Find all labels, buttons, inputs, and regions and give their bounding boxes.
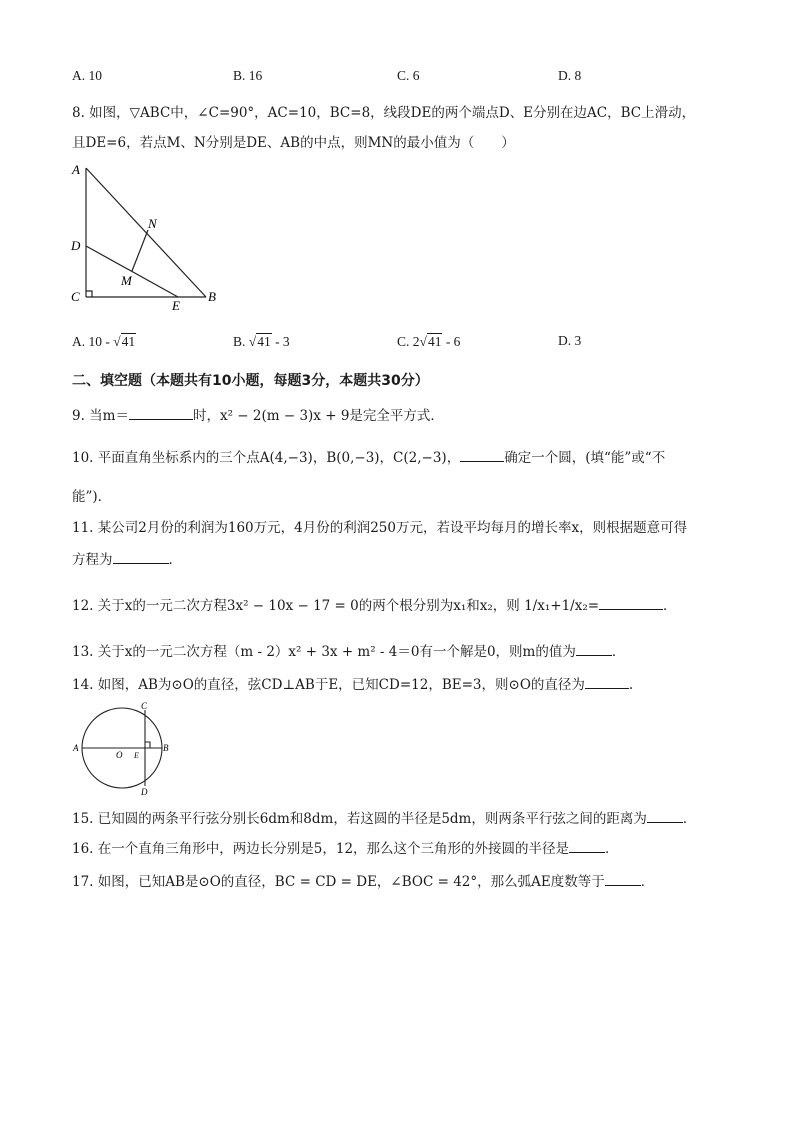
label-d: D (71, 238, 81, 253)
right-angle-mark (145, 742, 150, 748)
q11-line1: 11. 某公司2月份的利润为160万元，4月份的利润250万元，若设平均每月的增长率x，则根据题意可得 (72, 520, 688, 536)
line-de (86, 246, 178, 297)
label-a: A (72, 162, 80, 177)
fraction-1-over-x1: 1/x₁ (524, 598, 551, 614)
q12: 12. 关于x的一元二次方程3x² − 10x − 17 = 0的两个根分别为x₁和x₂，则 1/x₁+1/x₂= ． (72, 598, 677, 614)
q16-blank[interactable] (569, 840, 605, 853)
q14: 14. 如图，AB为⊙O的直径，弦CD⊥AB于E，已知CD=12，BE=3，则⊙O的直径为 . (72, 677, 634, 693)
q9: 9. 当m＝ 时，x² − 2(m − 3)x + 9是完全平方式． (72, 408, 444, 424)
label-a: A (73, 743, 79, 753)
label-c: C (141, 701, 148, 711)
q12-blank[interactable] (599, 597, 663, 610)
section2-title: 二、填空题（本题共有10小题，每题3分，本题共30分） (72, 373, 429, 389)
q8-triangle-figure (66, 158, 226, 316)
q10-blank[interactable] (460, 449, 504, 462)
q8-option-b: B. √41 - 3 (233, 334, 290, 349)
q17: 17. 如图，已知AB是⊙O的直径，BC = CD = DE，∠BOC = 42°，那么弧AE度数等于 ． (72, 874, 655, 890)
q15-blank[interactable] (647, 810, 683, 823)
q8-option-c: C. 2√41 - 6 (397, 334, 461, 349)
q9-blank[interactable] (129, 407, 193, 420)
label-d: D (141, 787, 148, 796)
q10-line2: 能”)． (72, 489, 112, 505)
label-b: B (163, 743, 169, 753)
q16: 16. 在一个直角三角形中，两边长分别是5，12，那么这个三角形的外接圆的半径是 ． (72, 841, 619, 857)
q8-option-a: A. 10 - √41 (72, 334, 136, 349)
label-m: M (121, 273, 132, 288)
line-ab (86, 168, 206, 297)
label-b: B (208, 289, 216, 304)
q13-blank[interactable] (576, 643, 612, 656)
q8-line1: 8. 如图，▽ABC中，∠C=90°，AC=10，BC=8，线段DE的两个端点D、E分别在边AC，BC上滑动， (72, 105, 696, 121)
q7-option-d: D. 8 (558, 68, 582, 83)
q8-line2: 且DE=6，若点M、N分别是DE、AB的中点，则MN的最小值为（ ） (72, 135, 515, 151)
q14-blank[interactable] (585, 676, 629, 689)
line-mn (132, 230, 148, 271)
q8-option-d: D. 3 (558, 333, 582, 348)
q17-blank[interactable] (605, 873, 641, 886)
q15: 15. 已知圆的两条平行弦分别长6dm和8dm，若这圆的半径是5dm，则两条平行弦之间的距离为 ． (72, 811, 697, 827)
q13: 13. 关于x的一元二次方程（m - 2）x² + 3x + m² - 4＝0有一个解是0，则m的值为 ． (72, 644, 626, 660)
q7-option-c: C. 6 (397, 68, 420, 83)
right-angle-mark (86, 291, 92, 297)
q10-line1: 10. 平面直角坐标系内的三个点A(4,−3)，B(0,−3)，C(2,−3)， 确定一个圆，(填“能”或“不 (72, 450, 666, 466)
fraction-1-over-x2: 1/x₂ (561, 598, 588, 614)
q7-option-a: A. 10 (72, 68, 102, 83)
label-c: C (71, 289, 80, 304)
label-e: E (172, 298, 180, 313)
q14-circle-figure (68, 700, 178, 796)
label-n: N (148, 216, 157, 231)
q11-line2: 方程为 ． (72, 552, 182, 568)
label-e: E (134, 751, 139, 760)
label-o: O (116, 750, 123, 760)
q11-blank[interactable] (113, 551, 169, 564)
q7-option-b: B. 16 (233, 68, 263, 83)
